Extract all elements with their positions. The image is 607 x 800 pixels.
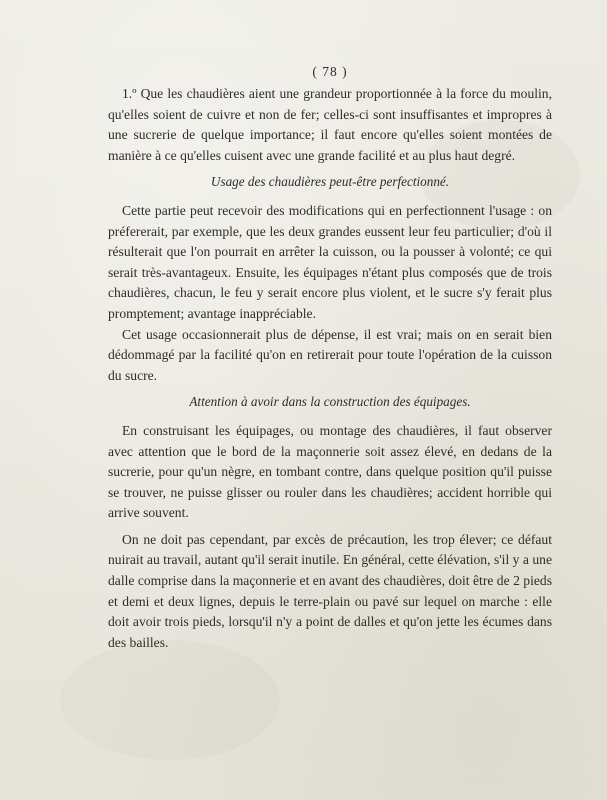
paper-stain — [60, 640, 280, 760]
page-number: ( 78 ) — [312, 64, 348, 79]
paragraph: Cet usage occasionnerait plus de dépense, il est vrai; mais on en serait bien dédommagé par la facilité qu'on en retirerait pour toute l'opération de la cuisson du sucre. — [108, 326, 552, 383]
paragraph: En construisant les équipages, ou montage des chaudières, il faut observer avec attention que le bord de la maçonnerie soit assez élevé, en dedans de la sucrerie, pour qu'un nègre, en tombant contre, dans quelque position qu'il puisse se trouver, ne puisse glisser ou rouler dans les chaudières; accident horrible qui arrive souvent. — [108, 422, 552, 521]
section-usage — [108, 172, 552, 386]
paragraph: 1.º Que les chaudières aient une grandeur proportionnée à la force du moulin, qu'elles soient de cuivre et non de fer; celles-ci sont insuffisantes et impropres à une sucrerie de quelque importance; il faut encore qu'elles soient montées de manière à ce qu'elles cuisent avec une grande facilité et au plus haut degré. — [108, 86, 552, 163]
section-construction — [108, 392, 552, 653]
section-requirements — [108, 84, 552, 166]
paragraph: Cette partie peut recevoir des modifications qui en perfectionnent l'usage : on préfererait, par exemple, que les deux grandes eussent leur feu particulier; d'où il résulterait que l'on pourrait en arrêter la cuisson, ou la pousser à volonté; ce qui serait très-avantageux. Ensuite, les équipages n'étant plus composés que de trois chaudières, chacun, le feu y serait encore plus violent, et le sucre s'y ferait plus promptement; avantage inappréciable. — [108, 202, 552, 321]
paragraph: On ne doit pas cependant, par excès de précaution, les trop élever; ce défaut nuirait au travail, autant qu'il serait inutile. En général, cette élévation, s'il y a une dalle comprise dans la maçonnerie et en avant des chaudières, doit être de 2 pieds et demi et deux lignes, depuis le terre-plain ou pavé sur lequel on marche : elle doit avoir trois pieds, lorsqu'il n'y a point de dalles et qu'on jette les écumes dans des bailles. — [108, 531, 552, 650]
section-heading: Attention à avoir dans la construction des équipages. — [189, 394, 471, 410]
section-heading: Usage des chaudières peut-être perfectionné. — [210, 174, 450, 190]
page-text-block — [108, 62, 552, 653]
